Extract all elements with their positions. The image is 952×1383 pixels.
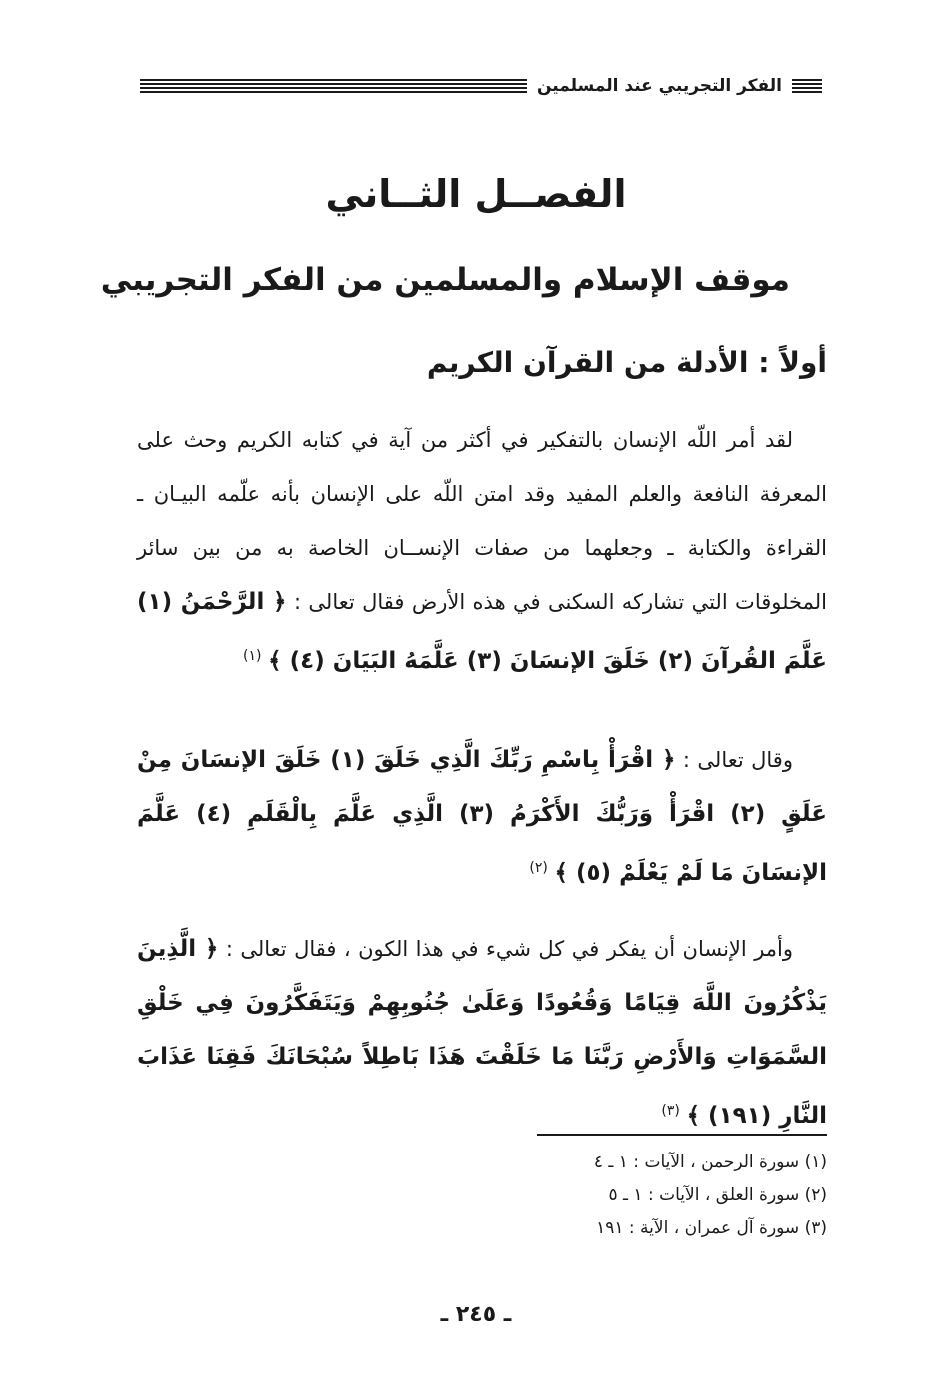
header-rule-left	[140, 79, 527, 93]
paragraph-2	[137, 733, 827, 900]
footnote-divider	[537, 1134, 827, 1136]
paragraph-1	[137, 413, 827, 688]
chapter-title: الفصــل الثــاني	[325, 172, 627, 216]
paragraph-3-text: وأمر الإنسان أن يفكر في كل شيء في هذا الكون ، فقال تعالى :	[225, 937, 793, 961]
sub-heading: أولاً : الأدلة من القرآن الكريم	[426, 346, 827, 379]
paragraph-3	[137, 922, 827, 1143]
footnote-item: (١) سورة الرحمن ، الآيات : ١ ـ ٤	[593, 1152, 827, 1172]
footnote-item: (٢) سورة العلق ، الآيات : ١ ـ ٥	[608, 1185, 827, 1205]
quran-verse-3: ﴿ الَّذِينَ يَذْكُرُونَ اللَّهَ قِيَامًا وَقُعُودًا وَعَلَىٰ جُنُوبِهِمْ وَيَتَفَكَّرُونَ فِي خَلْقِ السَّمَوَاتِ وَالأَرْضِ رَبَّنَا مَا خَلَقْتَ هَذَا بَاطِلاً سُبْحَانَكَ فَقِنَا عَذَابَ النَّارِ (١٩١) ﴾	[137, 936, 827, 1129]
footnote-ref-2: (٢)	[529, 860, 548, 876]
page-number: ـ ٢٤٥ ـ	[440, 1302, 512, 1327]
paragraph-2-text: وقال تعالى :	[682, 748, 793, 772]
section-title: موقف الإسلام والمسلمين من الفكر التجريبي	[100, 262, 790, 298]
header-rule-right	[792, 79, 822, 93]
footnote-ref-1: (١)	[243, 648, 262, 664]
quran-verse-2: ﴿ اقْرَأْ بِاسْمِ رَبِّكَ الَّذِي خَلَقَ (١) خَلَقَ الإنسَانَ مِنْ عَلَقٍ (٢) اقْرَأْ وَرَبُّكَ الأَكْرَمُ (٣) الَّذِي عَلَّمَ بِالْقَلَمِ (٤) عَلَّمَ الإنسَانَ مَا لَمْ يَعْلَمْ (٥) ﴾	[137, 747, 828, 886]
quran-verse-1: ﴿ الرَّحْمَنُ (١) عَلَّمَ القُرآنَ (٢) خَلَقَ الإنسَانَ (٣) عَلَّمَهُ البَيَانَ (٤) ﴾	[137, 589, 827, 674]
footnote-item: (٣) سورة آل عمران ، الآية : ١٩١	[596, 1218, 827, 1238]
running-header	[140, 72, 822, 100]
footnote-ref-3: (٣)	[661, 1103, 680, 1119]
paragraph-1-text: لقد أمر اللّه الإنسان بالتفكير في أكثر من آية في كتابه الكريم وحث على المعرفة النافعة والعلم المفيد وقد امتن اللّه على الإنسان بأنه علّمه البيـان ـ القراءة والكتابة ـ وجعلهما من صفات الإنســان الخاصة به من بين سائر المخلوقات التي تشاركه السكنى في هذه الأرض فقال تعالى :	[137, 428, 827, 614]
header-title: الفكر التجريبي عند المسلمين	[536, 76, 782, 96]
footnotes-list	[327, 1146, 827, 1245]
